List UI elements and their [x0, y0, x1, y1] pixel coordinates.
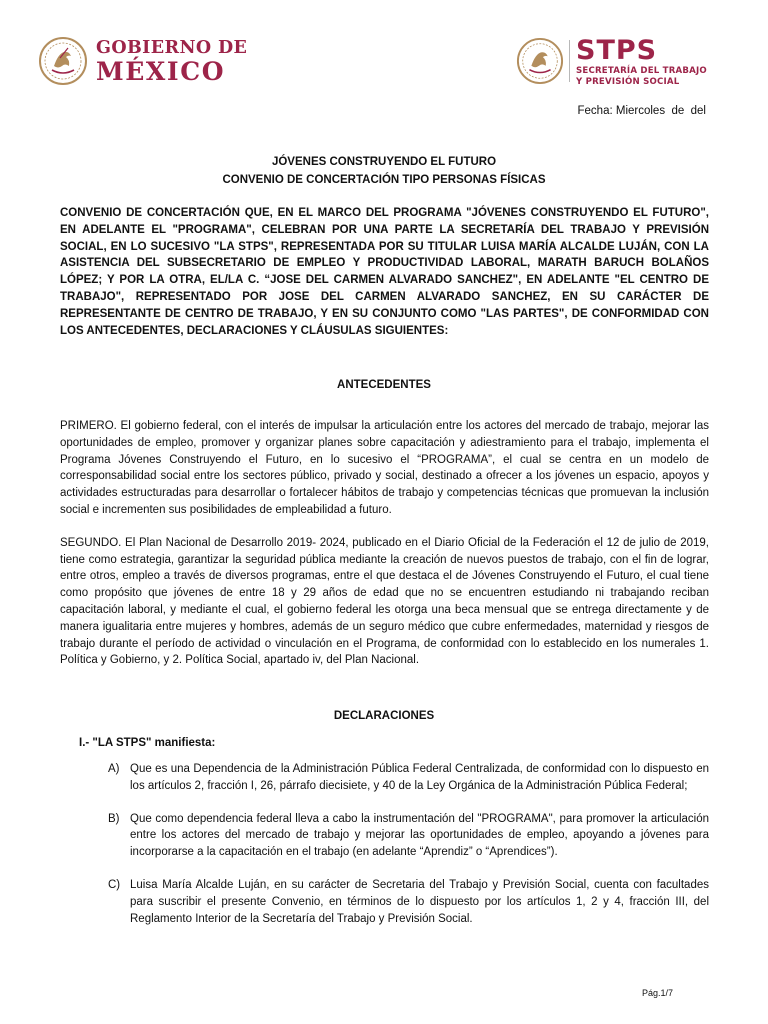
section-heading-antecedentes: ANTECEDENTES — [337, 379, 431, 391]
logo-text-mexico: MÉXICO — [96, 57, 226, 86]
stps-logo — [516, 36, 726, 88]
agreement-preamble: CONVENIO DE CONCERTACIÓN QUE, EN EL MARCO DEL PROGRAMA "JÓVENES CONSTRUYENDO EL FUTURO", EN ADELANTE EL "PROGRAMA", CELEBRAN POR UNA PARTE LA SECRETARÍA DEL TRABAJO Y PREVISIÓN SOCIAL, EN LO SUCESIVO "LA STPS", REPRESENTADA POR SU TITULAR LUISA MARÍA ALCALDE LUJÁN, CON LA ASISTENCIA DEL SUBSECRETARIO DE EMPLEO Y PRODUCTIVIDAD LABORAL, MARATH BARUCH BOLAÑOS LÓPEZ; Y POR LA OTRA, EL/LA C. “JOSE DEL CARMEN ALVARADO SANCHEZ", EN ADELANTE "EL CENTRO DE TRABAJO", REPRESENTADO POR JOSE DEL CARMEN ALVARADO SANCHEZ, EN SU CARÁCTER DE REPRESENTANTE DE CENTRO DE TRABAJO, Y EN SU CONJUNTO COMO "LAS PARTES", DE CONFORMIDAD CON LOS ANTECEDENTES, DECLARACIONES Y CLÁUSULAS SIGUIENTES: — [60, 207, 709, 337]
paragraph-primero: PRIMERO. El gobierno federal, con el interés de impulsar la articulación entre los actores del mercado de trabajo, mejorar las oportunidades de empleo, promover y organizar planes sobre capacitación y adiestramiento para el trabajo, implementa el Programa Jóvenes Construyendo el Futuro, en lo sucesivo el “PROGRAMA”, el cual se centra en un modelo de corresponsabilidad social entre los sectores público, privado y social, destinado a ofrecer a los jóvenes un espacio, apoyos y actividades estructuradas para desarrollar o fortalecer hábitos de trabajo y competencias técnicas que promuevan la inclusión social e incrementen sus posibilidades de empleabilidad a futuro. — [60, 420, 709, 516]
document-title: JÓVENES CONSTRUYENDO EL FUTURO — [271, 156, 497, 168]
section-heading-declaraciones: DECLARACIONES — [333, 710, 435, 722]
logo-subtitle-line1: SECRETARÍA DEL TRABAJO — [576, 66, 707, 76]
gobierno-de-mexico-logo — [38, 36, 248, 88]
page-number: Pág.1/7 — [642, 988, 674, 998]
list-item-text: Que es una Dependencia de la Administración Pública Federal Centralizada, de conformidad con lo dispuesto en los artículos 2, fracción I, 26, párrafo diecisiete, y 40 de la Ley Orgánica de la Administración Pública Federal; — [130, 763, 709, 792]
list-item-letter: C) — [108, 878, 121, 891]
logo-text-gobierno-de: GOBIERNO DE — [96, 38, 248, 58]
list-item — [108, 811, 709, 861]
logo-text-stps: STPS — [576, 35, 658, 66]
date-line: Fecha: Miercoles de del — [577, 105, 706, 117]
document-subtitle: CONVENIO DE CONCERTACIÓN TIPO PERSONAS FÍSICAS — [222, 174, 546, 186]
list-item — [108, 761, 709, 795]
logo-divider — [569, 40, 570, 82]
national-seal-icon — [516, 36, 564, 86]
national-seal-icon — [38, 36, 88, 86]
list-item-letter: B) — [108, 812, 120, 825]
declaration-list — [108, 761, 709, 943]
logo-subtitle-line2: Y PREVISIÓN SOCIAL — [576, 77, 680, 87]
list-item-letter: A) — [108, 763, 120, 775]
paragraph-segundo: SEGUNDO. El Plan Nacional de Desarrollo 2019- 2024, publicado en el Diario Oficial de la Federación el 12 de julio de 2019, tiene como estrategia, garantizar la seguridad pública mediante la creación de nuevos puestos de trabajo, con el fin de lograr, entre otros, empleo a través de diversos programas, entre el que destaca el de Jóvenes Construyendo el Futuro, el cual tiene como propósito que jóvenes de entre 18 y 29 años de edad que no se encuentren estudiando ni trabajando reciban capacitación laboral, y mediante el cual, el gobierno federal les otorga una beca mensual que se entrega directamente y de manera igualitaria entre mujeres y hombres, además de un seguro médico que cubre enfermedades, maternidad y riesgos de trabajo durante el período de actividad o vinculación en el Programa, de conformidad con lo establecido en los numerales 1. Política y Gobierno, y 2. Política Social, apartado iv, del Plan Nacional. — [60, 536, 709, 667]
list-item-text: Luisa María Alcalde Luján, en su carácter de Secretaria del Trabajo y Previsión Social, cuenta con facultades para suscribir el presente Convenio, en términos de lo dispuesto por los artículos 1, 2 y 4, fracción III, del Reglamento Interior de la Secretaría del Trabajo y Previsión Social. — [130, 878, 709, 925]
list-item-text: Que como dependencia federal lleva a cabo la instrumentación del "PROGRAMA", para promover la articulación entre los actores del mercado de trabajo y mejorar las oportunidades de empleo, apoyando a jóvenes para incorporarse a la capacitación en el trabajo (en adelante “Aprendiz” o “Aprendices”). — [130, 812, 709, 859]
declaration-subheading: I.- "LA STPS" manifiesta: — [79, 737, 216, 749]
antecedentes-section — [60, 418, 709, 685]
list-item — [108, 877, 709, 927]
